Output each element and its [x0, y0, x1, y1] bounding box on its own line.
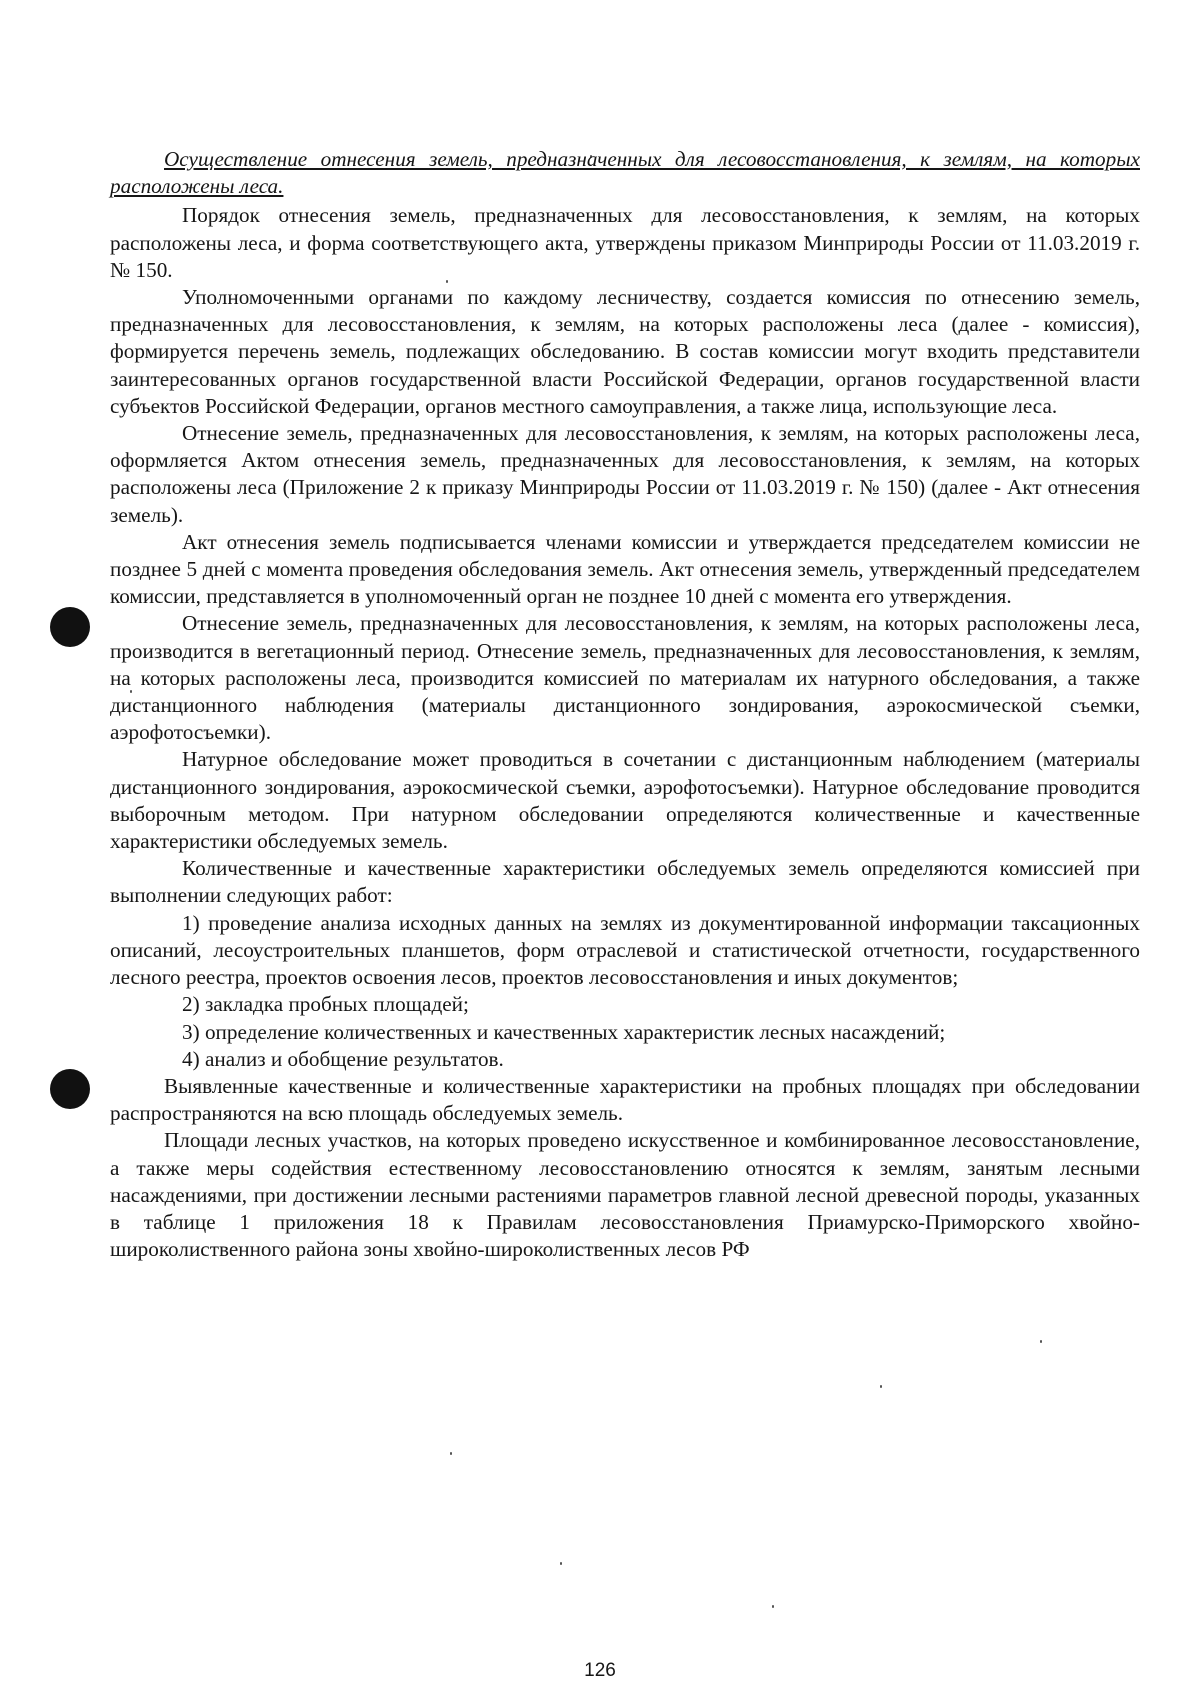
binder-hole-bottom [50, 1069, 90, 1109]
paragraph: Отнесение земель, предназначенных для лесовосстановления, к землям, на которых расположены леса, оформляется Актом отнесения земель, предназначенных для лесовосстановления, к землям, на которых расположены леса (Приложение 2 к приказу Минприроды России от 11.03.2019 г. № 150) (далее - Акт отнесения земель). [110, 421, 1140, 527]
list-item: 4) анализ и обобщение результатов. [182, 1046, 504, 1071]
section-heading: Осуществление отнесения земель, предназначенных для лесовосстановления, к землям, на которых расположены леса. [110, 147, 1140, 199]
scan-speck [1040, 1340, 1042, 1343]
list-item: 3) определение количественных и качественных характеристик лесных насаждений; [182, 1019, 946, 1044]
scan-speck [560, 1562, 562, 1565]
paragraph: Акт отнесения земель подписывается членами комиссии и утверждается председателем комиссии не позднее 5 дней с момента проведения обследования земель. Акт отнесения земель, утвержденный председателем комиссии, представляется в уполномоченный орган не позднее 10 дней с момента его утверждения. [110, 529, 1140, 609]
page-number: 126 [584, 1660, 616, 1681]
document-body [110, 146, 1140, 1263]
scan-speck [880, 1385, 882, 1388]
binder-hole-top [50, 607, 90, 647]
list-item: 2) закладка пробных площадей; [182, 992, 469, 1017]
list-item: 1) проведение анализа исходных данных на землях из документированной информации таксационных описаний, лесоустроительных планшетов, форм отраслевой и статистической отчетности, государственного лесного реестра, проектов освоения лесов, проектов лесовосстановления и иных документов; [110, 910, 1140, 990]
paragraph: Отнесение земель, предназначенных для лесовосстановления, к землям, на которых расположены леса, производится в вегетационный период. Отнесение земель, предназначенных для лесовосстановления, к землям, на которых расположены леса, производится комиссией по материалам их натурного обследования, а также дистанционного наблюдения (материалы дистанционного зондирования, аэрокосмической съемки, аэрофотосъемки). [110, 611, 1140, 745]
paragraph: Выявленные качественные и количественные характеристики на пробных площадях при обследовании распространяются на всю площадь обследуемых земель. [110, 1073, 1140, 1126]
scan-speck [450, 1452, 452, 1455]
paragraph: Площади лесных участков, на которых проведено искусственное и комбинированное лесовосстановление, а также меры содействия естественному лесовосстановлению относятся к землям, занятым лесными насаждениями, при достижении лесными растениями параметров главной лесной древесной породы, указанных в таблице 1 приложения 18 к Правилам лесовосстановления Приамурско-Приморского хвойно-широколиственного района зоны хвойно-широколиственных лесов РФ [110, 1128, 1140, 1262]
paragraph: Натурное обследование может проводиться в сочетании с дистанционным наблюдением (материалы дистанционного зондирования, аэрокосмической съемки, аэрофотосъемки). Натурное обследование проводится выборочным методом. При натурном обследовании определяются количественные и качественные характеристики обследуемых земель. [110, 747, 1140, 854]
scan-speck [772, 1605, 774, 1608]
paragraph: Количественные и качественные характеристики обследуемых земель определяются комиссией при выполнении следующих работ: [110, 856, 1140, 908]
paragraph: Уполномоченными органами по каждому лесничеству, создается комиссия по отнесению земель, предназначенных для лесовосстановления, к землям, на которых расположены леса (далее - комиссия), формируется перечень земель, подлежащих обследованию. В состав комиссии могут входить представители заинтересованных органов государственной власти Российской Федерации, органов государственной власти субъектов Российской Федерации, органов местного самоуправления, а также лица, использующие леса. [110, 285, 1140, 418]
paragraph: Порядок отнесения земель, предназначенных для лесовосстановления, к землям, на которых расположены леса, и форма соответствующего акта, утверждены приказом Минприроды России от 11.03.2019 г. № 150. [110, 203, 1140, 282]
